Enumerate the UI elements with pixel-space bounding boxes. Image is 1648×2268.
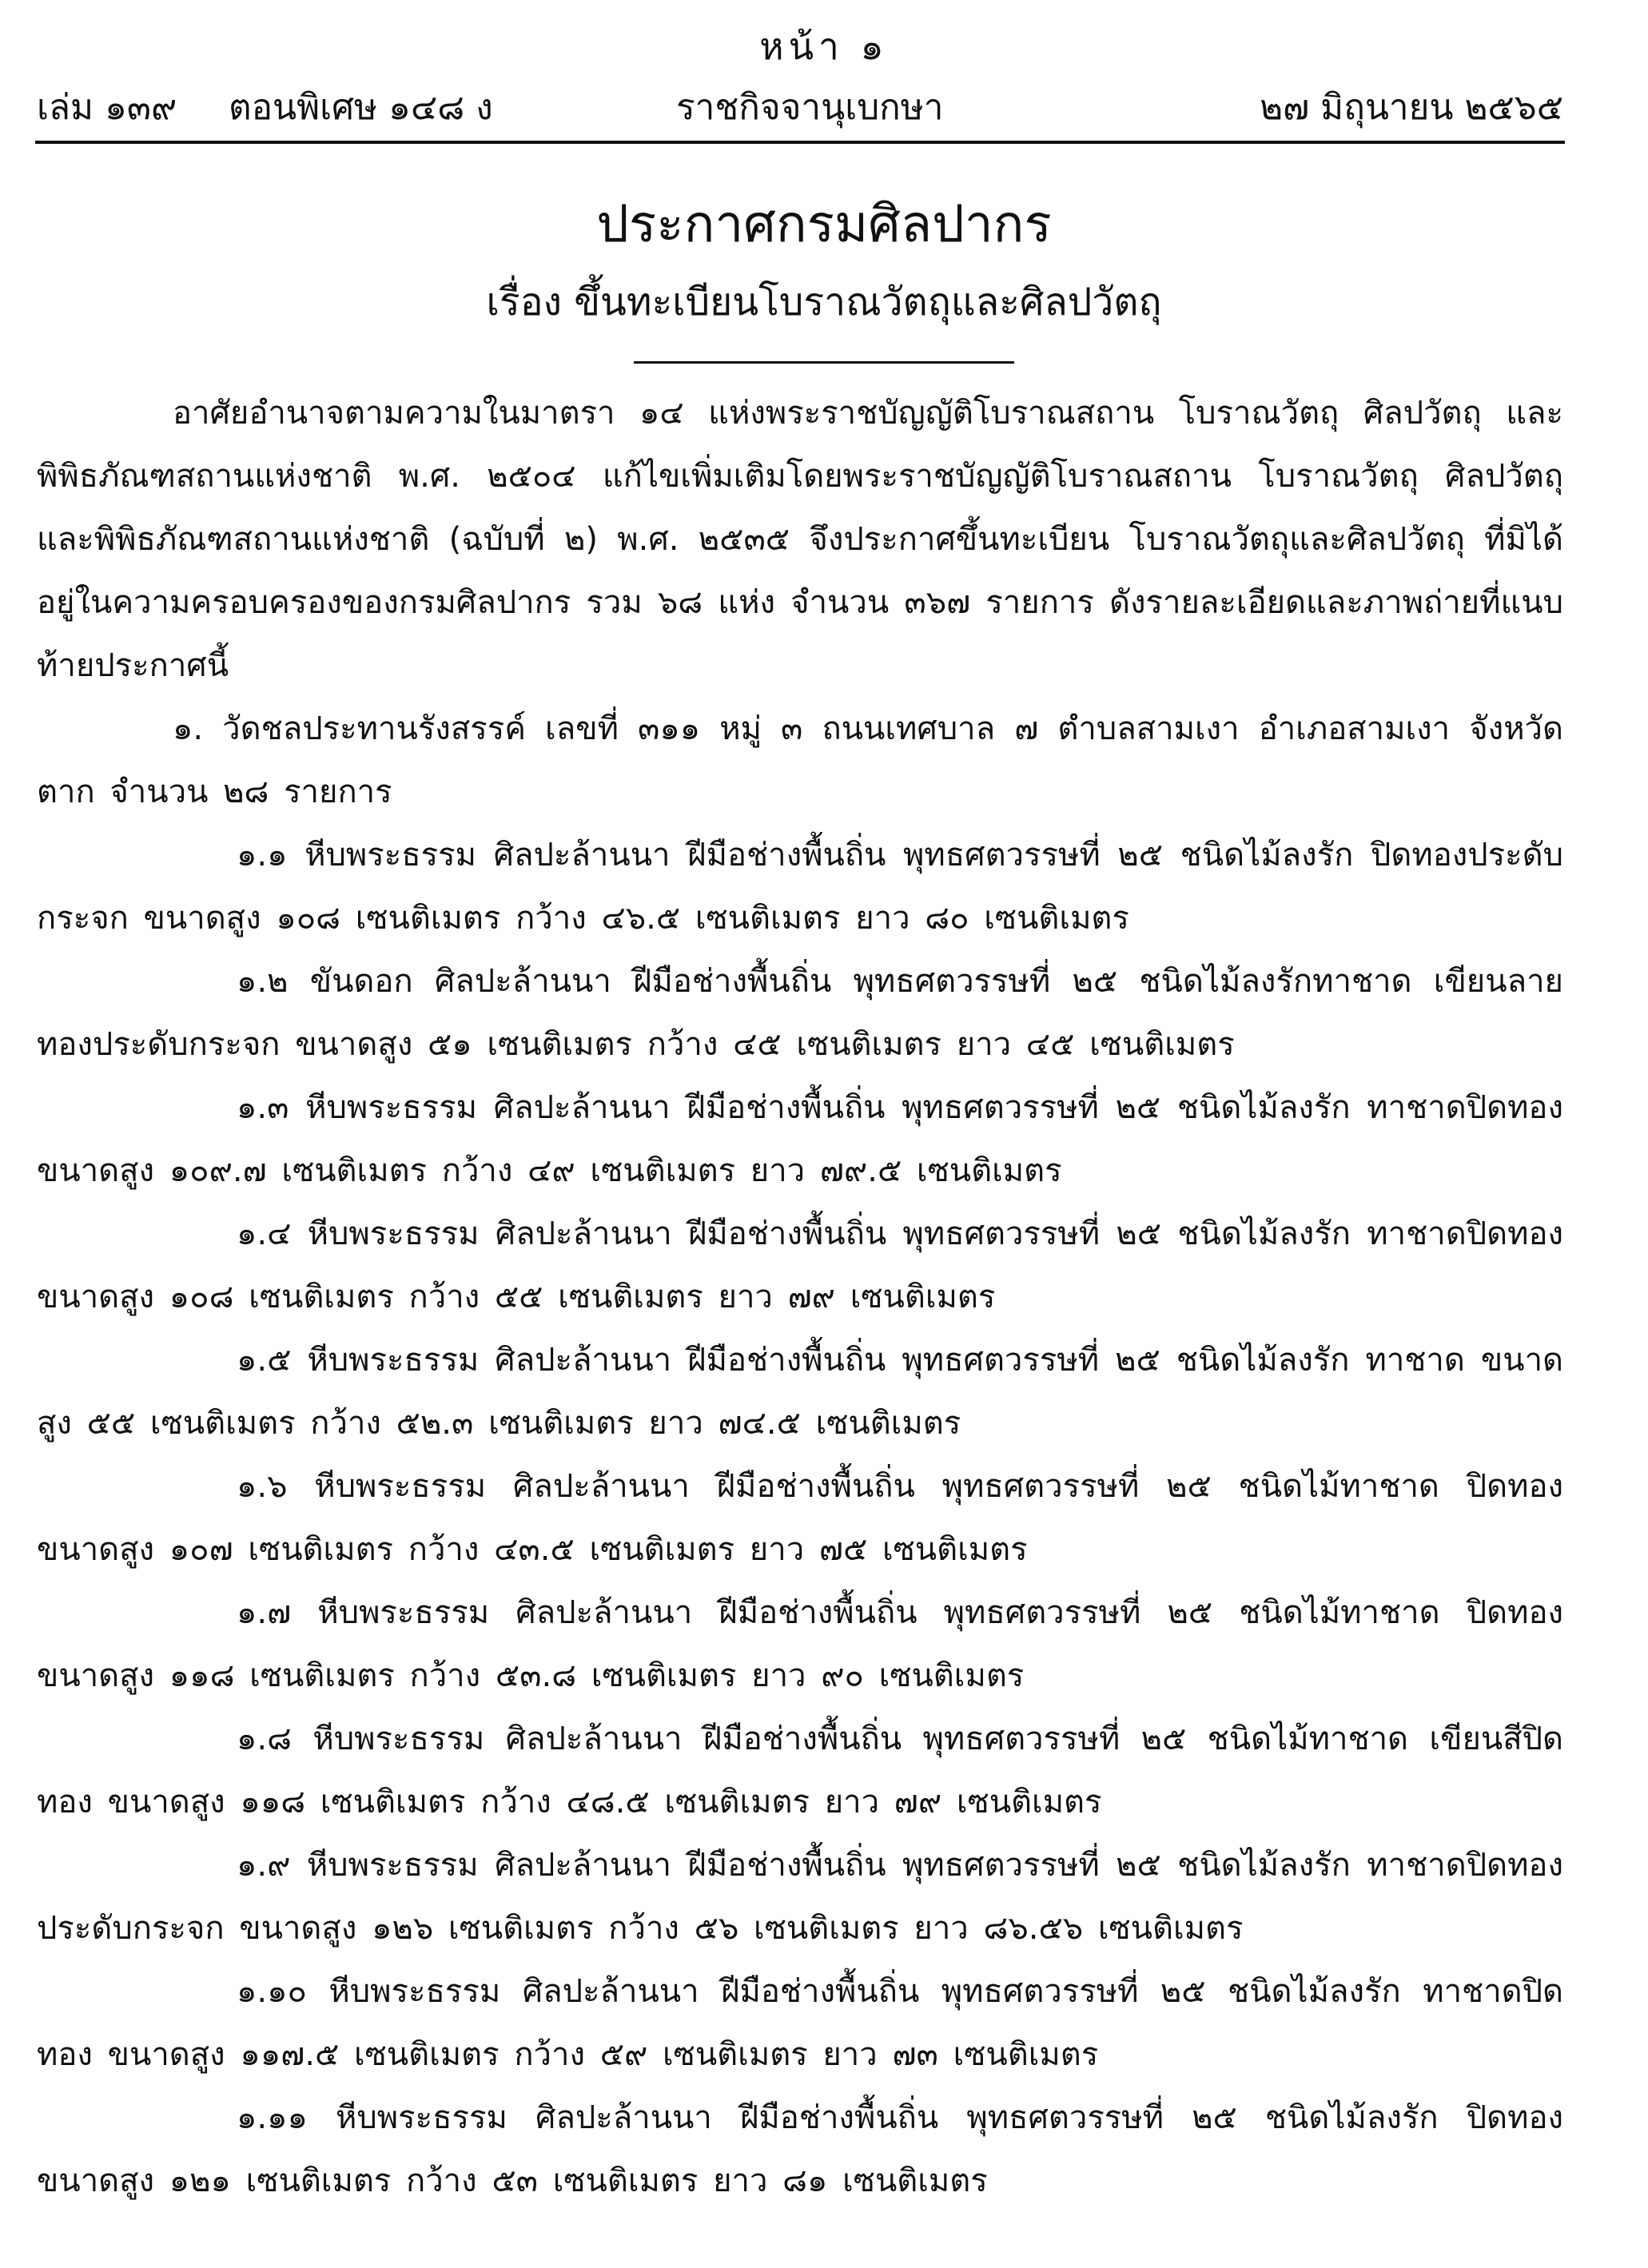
document-body [37,382,1563,2213]
list-item: ๑.๒ ขันดอก ศิลปะล้านนา ฝีมือช่างพื้นถิ่น พุทธศตวรรษที่ ๒๕ ชนิดไม้ลงรักทาชาด เขียนลายทองประดับกระจก ขนาดสูง ๕๑ เซนติเมตร กว้าง ๔๕ เซนติเมตร ยาว ๔๕ เซนติเมตร [37,963,1563,1063]
page-number: หน้า ๑ [759,25,889,68]
issue-label: ตอนพิเศษ ๑๔๘ ง [229,87,493,128]
list-item: ๑.๗ หีบพระธรรม ศิลปะล้านนา ฝีมือช่างพื้นถิ่น พุทธศตวรรษที่ ๒๕ ชนิดไม้ทาชาด ปิดทอง ขนาดสูง ๑๑๘ เซนติเมตร กว้าง ๕๓.๘ เซนติเมตร ยาว ๙๐ เซนติเมตร [37,1594,1563,1694]
list-item: ๑.๑๑ หีบพระธรรม ศิลปะล้านนา ฝีมือช่างพื้นถิ่น พุทธศตวรรษที่ ๒๕ ชนิดไม้ลงรัก ปิดทอง ขนาดสูง ๑๒๑ เซนติเมตร กว้าง ๕๓ เซนติเมตร ยาว ๘๑ เซนติเมตร [37,2099,1563,2199]
list-item: ๑.๘ หีบพระธรรม ศิลปะล้านนา ฝีมือช่างพื้นถิ่น พุทธศตวรรษที่ ๒๕ ชนิดไม้ทาชาด เขียนสีปิดทอง ขนาดสูง ๑๑๘ เซนติเมตร กว้าง ๔๘.๕ เซนติเมตร ยาว ๗๙ เซนติเมตร [37,1721,1563,1820]
list-item: ๑.๓ หีบพระธรรม ศิลปะล้านนา ฝีมือช่างพื้นถิ่น พุทธศตวรรษที่ ๒๕ ชนิดไม้ลงรัก ทาชาดปิดทอง ขนาดสูง ๑๐๙.๗ เซนติเมตร กว้าง ๔๙ เซนติเมตร ยาว ๗๙.๕ เซนติเมตร [37,1089,1563,1189]
title-divider [634,361,1014,364]
intro-paragraph: อาศัยอำนาจตามความในมาตรา ๑๔ แห่งพระราชบัญญัติโบราณสถาน โบราณวัตถุ ศิลปวัตถุ และพิพิธภัณฑสถานแห่งชาติ พ.ศ. ๒๕๐๔ แก้ไขเพิ่มเติมโดยพระราชบัญญัติโบราณสถาน โบราณวัตถุ ศิลปวัตถุ และพิพิธภัณฑสถานแห่งชาติ (ฉบับที่ ๒) พ.ศ. ๒๕๓๕ จึงประกาศขึ้นทะเบียน โบราณวัตถุและศิลปวัตถุ ที่มิได้อยู่ในความครอบครองของกรมศิลปากร รวม ๖๘ แห่ง จำนวน ๓๖๗ รายการ ดังรายละเอียดและภาพถ่ายที่แนบท้ายประกาศนี้ [37,395,1563,684]
document-title: ประกาศกรมศิลปากร [596,195,1052,254]
volume-label: เล่ม ๑๓๙ [37,87,177,128]
gazette-header [37,83,1563,133]
publication-date: ๒๗ มิถุนายน ๒๕๖๕ [1260,87,1563,128]
header-divider [35,141,1565,144]
list-item: ๑.๑ หีบพระธรรม ศิลปะล้านนา ฝีมือช่างพื้นถิ่น พุทธศตวรรษที่ ๒๕ ชนิดไม้ลงรัก ปิดทองประดับกระจก ขนาดสูง ๑๐๘ เซนติเมตร กว้าง ๔๖.๕ เซนติเมตร ยาว ๘๐ เซนติเมตร [37,837,1563,937]
list-item: ๑.๑๐ หีบพระธรรม ศิลปะล้านนา ฝีมือช่างพื้นถิ่น พุทธศตวรรษที่ ๒๕ ชนิดไม้ลงรัก ทาชาดปิดทอง ขนาดสูง ๑๑๗.๕ เซนติเมตร กว้าง ๕๙ เซนติเมตร ยาว ๗๓ เซนติเมตร [37,1973,1563,2073]
list-item: ๑.๔ หีบพระธรรม ศิลปะล้านนา ฝีมือช่างพื้นถิ่น พุทธศตวรรษที่ ๒๕ ชนิดไม้ลงรัก ทาชาดปิดทอง ขนาดสูง ๑๐๘ เซนติเมตร กว้าง ๕๕ เซนติเมตร ยาว ๗๙ เซนติเมตร [37,1216,1563,1315]
list-item: ๑.๕ หีบพระธรรม ศิลปะล้านนา ฝีมือช่างพื้นถิ่น พุทธศตวรรษที่ ๒๕ ชนิดไม้ลงรัก ทาชาด ขนาดสูง ๕๕ เซนติเมตร กว้าง ๕๒.๓ เซนติเมตร ยาว ๗๔.๕ เซนติเมตร [37,1342,1563,1442]
gazette-name: ราชกิจจานุเบกษา [676,87,944,128]
list-item: ๑.๖ หีบพระธรรม ศิลปะล้านนา ฝีมือช่างพื้นถิ่น พุทธศตวรรษที่ ๒๕ ชนิดไม้ทาชาด ปิดทอง ขนาดสูง ๑๐๗ เซนติเมตร กว้าง ๔๓.๕ เซนติเมตร ยาว ๗๕ เซนติเมตร [37,1468,1563,1568]
list-item: ๑.๙ หีบพระธรรม ศิลปะล้านนา ฝีมือช่างพื้นถิ่น พุทธศตวรรษที่ ๒๕ ชนิดไม้ลงรัก ทาชาดปิดทองประดับกระจก ขนาดสูง ๑๒๖ เซนติเมตร กว้าง ๕๖ เซนติเมตร ยาว ๘๖.๕๖ เซนติเมตร [37,1847,1563,1947]
section-heading: ๑. วัดชลประทานรังสรรค์ เลขที่ ๓๑๑ หมู่ ๓ ถนนเทศบาล ๗ ตำบลสามเงา อำเภอสามเงา จังหวัดตาก จำนวน ๒๘ รายการ [37,710,1563,810]
document-subject: เรื่อง ขึ้นทะเบียนโบราณวัตถุและศิลปวัตถุ [486,280,1162,324]
